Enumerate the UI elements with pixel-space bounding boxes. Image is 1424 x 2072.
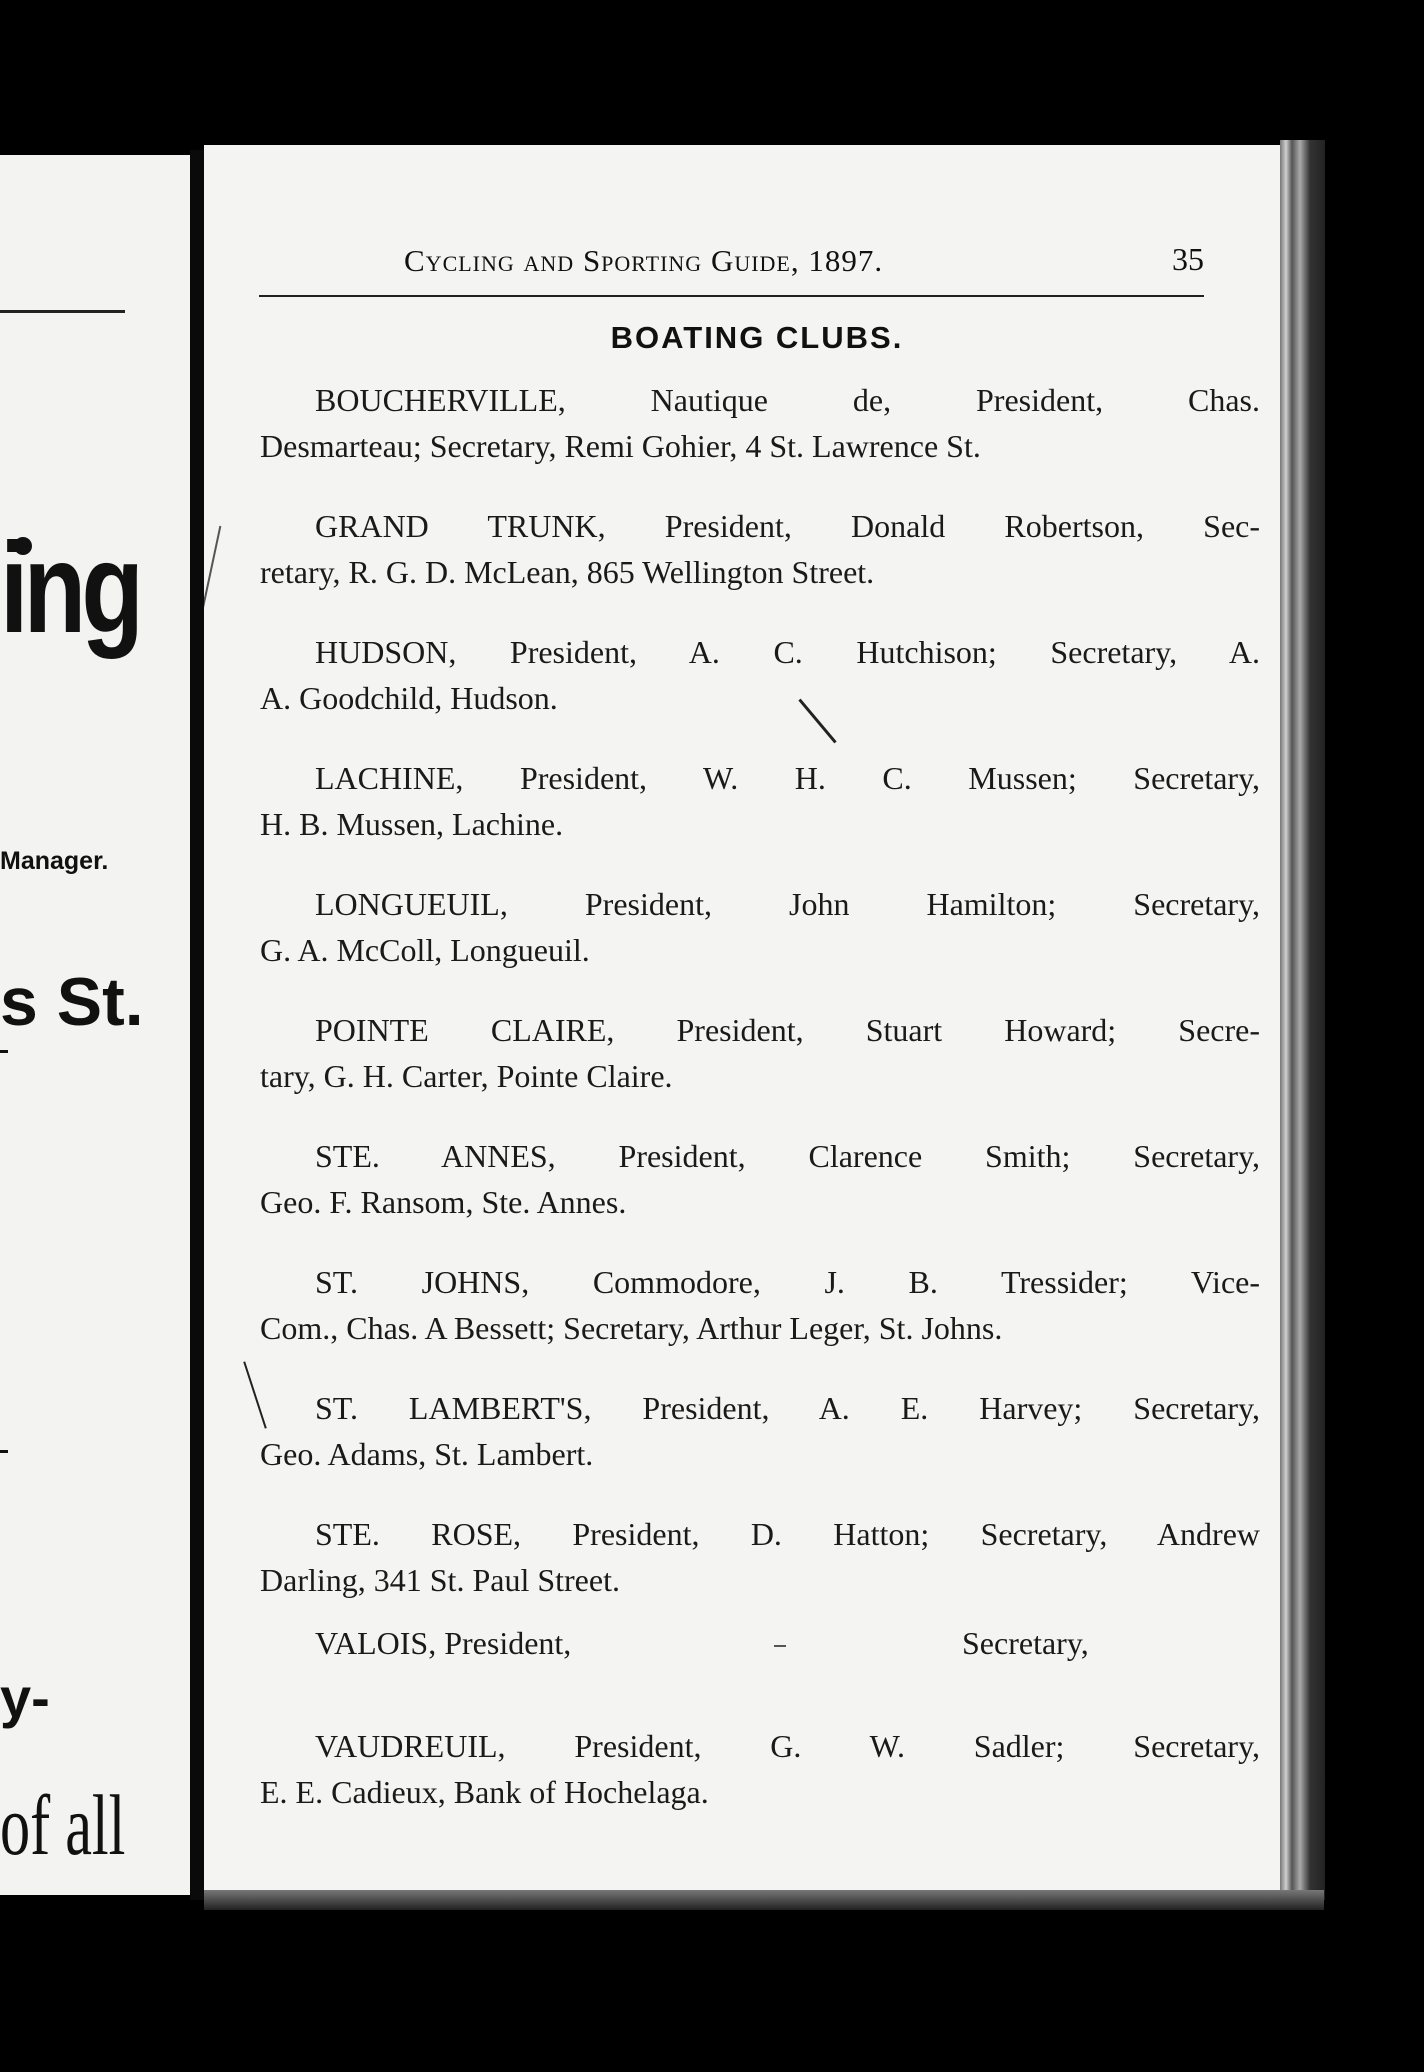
- club-entry-line2: Darling, 341 St. Paul Street.: [260, 1562, 620, 1598]
- left-page-mark: [0, 1050, 8, 1053]
- club-entry-line2: retary, R. G. D. McLean, 865 Wellington Street.: [260, 554, 875, 590]
- club-entry-line2: H. B. Mussen, Lachine.: [260, 806, 564, 842]
- club-entry: [260, 377, 1260, 469]
- club-entry-line2: Geo. Adams, St. Lambert.: [260, 1436, 594, 1472]
- page-number: 35: [1172, 241, 1204, 277]
- club-entry: [260, 1511, 1260, 1603]
- section-title: BOATING CLUBS.: [610, 320, 904, 355]
- club-entry: [260, 881, 1260, 973]
- running-title: Cycling and Sporting Guide, 1897.: [404, 243, 884, 278]
- club-entry-line1: HUDSON, President, A. C. Hutchison; Secretary, A.: [315, 634, 1260, 670]
- club-entry-line1: BOUCHERVILLE, Nautique de, President, Chas.: [315, 382, 1260, 418]
- club-entry-line1: GRAND TRUNK, President, Donald Robertson, Sec-: [315, 508, 1260, 544]
- left-page-fragment-y: y-: [0, 1666, 50, 1729]
- club-entry: [260, 1259, 1260, 1351]
- club-entry: [260, 503, 1260, 595]
- left-page-fragment-st: s St.: [0, 964, 144, 1040]
- club-entry: [260, 629, 1260, 721]
- club-entry-line2: G. A. McColl, Longueuil.: [260, 932, 590, 968]
- club-entry-line1: LONGUEUIL, President, John Hamilton; Secretary,: [315, 886, 1260, 922]
- left-page-fragment-manager: Manager.: [0, 847, 109, 875]
- club-entry-line2: Com., Chas. A Bessett; Secretary, Arthur Leger, St. Johns.: [260, 1310, 1003, 1346]
- club-entry-line1: LACHINE, President, W. H. C. Mussen; Secretary,: [315, 760, 1260, 796]
- left-page-rule: [0, 310, 125, 313]
- club-entry: [260, 1385, 1260, 1477]
- left-page-mark: [0, 1450, 8, 1453]
- club-entry-line1: STE. ANNES, President, Clarence Smith; Secretary,: [315, 1138, 1260, 1174]
- pen-mark: [204, 526, 221, 614]
- book-page: [204, 145, 1280, 1890]
- blank-dash: [774, 1645, 786, 1647]
- club-entry-line2: Geo. F. Ransom, Ste. Annes.: [260, 1184, 627, 1220]
- club-entry-line2: tary, G. H. Carter, Pointe Claire.: [260, 1058, 673, 1094]
- page-bottom-edge: [204, 1890, 1324, 1910]
- book-gutter: [190, 150, 204, 1900]
- page-edge: [1280, 140, 1325, 1900]
- club-entry-line1: VAUDREUIL, President, G. W. Sadler; Secretary,: [315, 1728, 1260, 1764]
- running-header: [404, 243, 1204, 279]
- valois-secretary: Secretary,: [962, 1625, 1089, 1661]
- club-entry-line1: POINTE CLAIRE, President, Stuart Howard; Secre-: [315, 1012, 1260, 1048]
- club-entry-line2: Desmarteau; Secretary, Remi Gohier, 4 St. Lawrence St.: [260, 428, 981, 464]
- club-entry: [260, 1723, 1260, 1815]
- club-entry-line1: ST. JOHNS, Commodore, J. B. Tressider; Vice-: [315, 1264, 1260, 1300]
- left-page-fragment: [0, 155, 190, 1895]
- club-entry: [260, 755, 1260, 847]
- left-page-fragment-all: of all: [0, 1777, 126, 1873]
- header-rule: [259, 295, 1204, 297]
- club-entry-line2: A. Goodchild, Hudson.: [260, 680, 558, 716]
- club-entry: [260, 1133, 1260, 1225]
- club-entry-line1: STE. ROSE, President, D. Hatton; Secretary, Andrew: [315, 1516, 1260, 1552]
- club-entry: [260, 1007, 1260, 1099]
- valois-president: VALOIS, President,: [315, 1625, 572, 1661]
- club-entry-line2: E. E. Cadieux, Bank of Hochelaga.: [260, 1774, 709, 1810]
- club-entry-line1: ST. LAMBERT'S, President, A. E. Harvey; Secretary,: [315, 1390, 1260, 1426]
- left-page-fragment-ing: ing: [0, 517, 140, 660]
